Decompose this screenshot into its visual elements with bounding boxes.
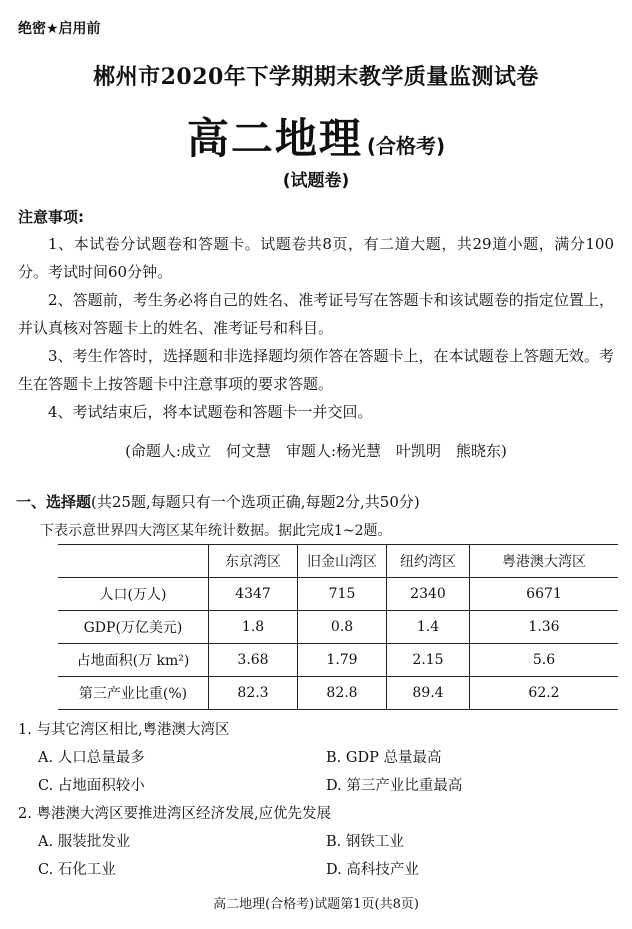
- author-credits: (命题人:成立 何文慧 审题人:杨光慧 叶凯明 熊晓东): [125, 442, 507, 460]
- table-header-cell: [58, 545, 209, 578]
- question-1-option-d: D. 第三产业比重最高: [326, 778, 463, 794]
- table-cell: 6671: [470, 578, 619, 611]
- table-row: [58, 578, 618, 611]
- table-cell: 第三产业比重(%): [58, 677, 209, 710]
- booklet-label: (试题卷): [282, 171, 350, 191]
- question-1-stem: 1. 与其它湾区相比,粤港澳大湾区: [18, 722, 230, 738]
- question-2-option-c: C. 石化工业: [38, 862, 116, 878]
- page-footer: 高二地理(合格考)试题第1页(共8页): [213, 897, 419, 912]
- question-2-option-a: A. 服装批发业: [38, 834, 131, 850]
- table-cell: GDP(万亿美元): [58, 611, 209, 644]
- subject-title: [0, 106, 632, 166]
- table-cell: 1.79: [298, 644, 387, 677]
- table-cell: 2340: [387, 578, 470, 611]
- table-cell: 82.8: [298, 677, 387, 710]
- question-2-option-b: B. 钢铁工业: [326, 834, 404, 850]
- table-cell: 82.3: [209, 677, 298, 710]
- bay-area-stats-table: [58, 544, 618, 710]
- table-cell: 1.8: [209, 611, 298, 644]
- table-header-cell: 旧金山湾区: [298, 545, 387, 578]
- table-cell: 3.68: [209, 644, 298, 677]
- table-cell: 4347: [209, 578, 298, 611]
- table-cell: 占地面积(万 km²): [58, 644, 209, 677]
- table-cell: 5.6: [470, 644, 619, 677]
- section-title: 一、选择题: [16, 493, 92, 511]
- table-header-row: [58, 545, 618, 578]
- exam-title: 郴州市2020年下学期期末教学质量监测试卷: [93, 64, 539, 90]
- table-cell: 1.36: [470, 611, 619, 644]
- table-intro: 下表示意世界四大湾区某年统计数据。据此完成1~2题。: [40, 523, 392, 539]
- notice-item-1: 1、本试卷分试题卷和答题卡。试题卷共8页，有二道大题，共29道小题，满分100分。考试时间60分钟。: [18, 235, 614, 281]
- table-row: [58, 677, 618, 710]
- notice-heading: 注意事项:: [18, 208, 84, 226]
- table-header-cell: 粤港澳大湾区: [470, 545, 619, 578]
- question-1-option-b: B. GDP 总量最高: [326, 750, 442, 766]
- table-header-cell: 东京湾区: [209, 545, 298, 578]
- confidential-label: 绝密★启用前: [18, 21, 101, 37]
- table-cell: 62.2: [470, 677, 619, 710]
- table-cell: 715: [298, 578, 387, 611]
- table-cell: 89.4: [387, 677, 470, 710]
- question-1-option-c: C. 占地面积较小: [38, 778, 145, 794]
- notice-item-3: 3、考生作答时，选择题和非选择题均须作答在答题卡上，在本试题卷上答题无效。考生在答题卡上按答题卡中注意事项的要求答题。: [18, 347, 614, 393]
- question-2-option-d: D. 高科技产业: [326, 862, 419, 878]
- table-cell: 2.15: [387, 644, 470, 677]
- table-row: [58, 611, 618, 644]
- section-heading: [16, 491, 420, 512]
- table-header-cell: 纽约湾区: [387, 545, 470, 578]
- table-row: [58, 644, 618, 677]
- question-2-stem: 2. 粤港澳大湾区要推进湾区经济发展,应优先发展: [18, 806, 332, 822]
- subject-name: 高二地理: [186, 114, 363, 163]
- section-description: (共25题,每题只有一个选项正确,每题2分,共50分): [91, 493, 420, 511]
- question-1-option-a: A. 人口总量最多: [38, 750, 145, 766]
- subject-level: (合格考): [366, 134, 446, 158]
- table-cell: 1.4: [387, 611, 470, 644]
- table-cell: 0.8: [298, 611, 387, 644]
- notice-item-4: 4、考试结束后，将本试题卷和答题卡一并交回。: [48, 403, 373, 421]
- notice-item-2: 2、答题前，考生务必将自己的姓名、准考证号写在答题卡和该试题卷的指定位置上，并认真核对答题卡上的姓名、准考证号和科目。: [18, 291, 614, 337]
- table-cell: 人口(万人): [58, 578, 209, 611]
